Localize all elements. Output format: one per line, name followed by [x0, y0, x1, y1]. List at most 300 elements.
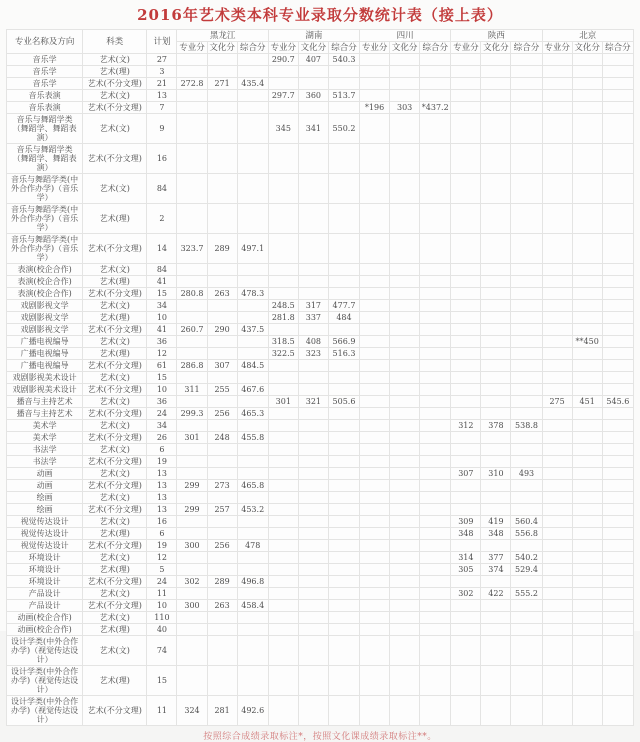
score-cell	[572, 66, 602, 78]
score-table-body	[7, 54, 634, 726]
score-cell	[177, 90, 207, 102]
score-cell	[207, 204, 237, 234]
category-cell: 艺术(不分文理)	[83, 600, 147, 612]
score-cell	[360, 540, 390, 552]
score-cell: 271	[207, 78, 237, 90]
score-cell	[360, 588, 390, 600]
score-cell	[542, 636, 572, 666]
category-cell: 艺术(文)	[83, 552, 147, 564]
score-cell	[390, 468, 420, 480]
province-header: 北京	[542, 30, 633, 42]
score-cell	[602, 576, 633, 588]
score-cell	[420, 174, 451, 204]
score-cell	[602, 468, 633, 480]
category-cell: 艺术(文)	[83, 336, 147, 348]
province-header: 湖南	[268, 30, 359, 42]
plan-cell: 12	[147, 552, 177, 564]
score-cell	[268, 666, 298, 696]
score-cell	[328, 504, 359, 516]
score-cell	[390, 456, 420, 468]
plan-cell: 6	[147, 444, 177, 456]
score-cell	[328, 234, 359, 264]
score-cell	[390, 174, 420, 204]
score-cell	[207, 276, 237, 288]
score-cell: 307	[451, 468, 481, 480]
score-cell	[360, 348, 390, 360]
score-cell: 290.7	[268, 54, 298, 66]
score-cell	[177, 612, 207, 624]
score-cell	[360, 276, 390, 288]
score-cell: 377	[481, 552, 511, 564]
score-cell	[237, 552, 268, 564]
score-type-header: 综合分	[602, 42, 633, 54]
category-cell: 艺术(文)	[83, 516, 147, 528]
score-cell	[268, 420, 298, 432]
score-cell	[237, 456, 268, 468]
plan-cell: 15	[147, 288, 177, 300]
score-cell: 407	[298, 54, 328, 66]
score-cell	[207, 624, 237, 636]
score-cell	[572, 78, 602, 90]
score-cell	[237, 264, 268, 276]
score-cell	[177, 300, 207, 312]
plan-cell: 21	[147, 78, 177, 90]
score-cell	[542, 540, 572, 552]
score-cell	[420, 540, 451, 552]
score-cell	[237, 528, 268, 540]
score-cell	[511, 360, 542, 372]
score-cell	[602, 666, 633, 696]
score-cell	[328, 636, 359, 666]
score-cell: 505.6	[328, 396, 359, 408]
score-cell: 248.5	[268, 300, 298, 312]
score-cell	[542, 600, 572, 612]
score-cell	[268, 552, 298, 564]
plan-cell: 24	[147, 576, 177, 588]
category-cell: 艺术(理)	[83, 528, 147, 540]
category-cell: 艺术(不分文理)	[83, 480, 147, 492]
plan-cell: 16	[147, 516, 177, 528]
score-cell	[298, 444, 328, 456]
score-cell	[237, 300, 268, 312]
score-cell	[390, 600, 420, 612]
score-cell	[298, 468, 328, 480]
score-cell	[602, 78, 633, 90]
score-cell	[481, 144, 511, 174]
major-cell: 音乐学	[7, 66, 83, 78]
score-cell	[268, 564, 298, 576]
table-row	[7, 312, 634, 324]
score-type-header: 综合分	[328, 42, 359, 54]
score-cell	[207, 468, 237, 480]
score-cell	[207, 636, 237, 666]
score-cell	[572, 300, 602, 312]
score-cell: 324	[177, 696, 207, 726]
score-cell	[542, 114, 572, 144]
score-cell: 289	[207, 234, 237, 264]
score-cell	[572, 174, 602, 204]
score-cell	[572, 204, 602, 234]
score-cell	[420, 276, 451, 288]
score-cell	[420, 54, 451, 66]
score-cell: 497.1	[237, 234, 268, 264]
plan-cell: 61	[147, 360, 177, 372]
score-cell	[420, 312, 451, 324]
score-cell: 453.2	[237, 504, 268, 516]
score-cell	[451, 114, 481, 144]
score-cell	[451, 576, 481, 588]
score-cell	[328, 666, 359, 696]
score-cell	[177, 552, 207, 564]
plan-cell: 110	[147, 612, 177, 624]
score-cell	[298, 360, 328, 372]
score-cell: 422	[481, 588, 511, 600]
score-cell	[420, 408, 451, 420]
plan-cell: 84	[147, 174, 177, 204]
category-cell: 艺术(不分文理)	[83, 504, 147, 516]
major-cell: 播音与主持艺术	[7, 408, 83, 420]
category-cell: 艺术(理)	[83, 204, 147, 234]
score-cell	[481, 78, 511, 90]
score-cell: 478	[237, 540, 268, 552]
score-cell: *437.2	[420, 102, 451, 114]
score-cell	[420, 90, 451, 102]
score-cell	[602, 102, 633, 114]
score-cell	[602, 624, 633, 636]
score-cell: 260.7	[177, 324, 207, 336]
score-cell	[268, 480, 298, 492]
score-cell	[360, 144, 390, 174]
score-cell	[328, 432, 359, 444]
score-cell	[390, 78, 420, 90]
plan-cell: 12	[147, 348, 177, 360]
score-cell	[420, 696, 451, 726]
score-cell: 281	[207, 696, 237, 726]
score-cell	[328, 696, 359, 726]
score-cell	[451, 54, 481, 66]
score-cell: 323	[298, 348, 328, 360]
score-cell	[328, 480, 359, 492]
score-cell	[420, 360, 451, 372]
score-cell	[481, 456, 511, 468]
score-cell	[420, 468, 451, 480]
score-cell	[451, 360, 481, 372]
table-row	[7, 612, 634, 624]
score-cell	[420, 552, 451, 564]
score-cell	[511, 336, 542, 348]
score-cell: 545.6	[602, 396, 633, 408]
score-cell	[390, 540, 420, 552]
score-cell	[207, 666, 237, 696]
score-type-header: 文化分	[390, 42, 420, 54]
category-cell: 艺术(文)	[83, 264, 147, 276]
plan-cell: 74	[147, 636, 177, 666]
score-cell	[420, 612, 451, 624]
score-cell	[237, 90, 268, 102]
score-type-header: 文化分	[298, 42, 328, 54]
score-type-header: 文化分	[572, 42, 602, 54]
score-cell	[390, 90, 420, 102]
score-cell	[420, 234, 451, 264]
major-cell: 动画(校企合作)	[7, 624, 83, 636]
score-cell	[572, 540, 602, 552]
score-cell	[298, 666, 328, 696]
score-cell	[451, 408, 481, 420]
province-header: 陕西	[451, 30, 542, 42]
major-cell: 设计学类(中外合作办学)（视觉传达设计）	[7, 636, 83, 666]
score-cell	[360, 480, 390, 492]
score-cell	[390, 420, 420, 432]
score-cell: 280.8	[177, 288, 207, 300]
score-cell	[542, 102, 572, 114]
plan-cell: 19	[147, 456, 177, 468]
table-row	[7, 666, 634, 696]
score-cell	[542, 288, 572, 300]
score-cell	[390, 288, 420, 300]
major-cell: 广播电视编导	[7, 348, 83, 360]
table-row	[7, 204, 634, 234]
score-cell	[268, 588, 298, 600]
score-cell	[481, 234, 511, 264]
score-cell	[451, 492, 481, 504]
major-cell: 戏剧影视文学	[7, 300, 83, 312]
major-cell: 戏剧影视美术设计	[7, 384, 83, 396]
score-cell	[390, 666, 420, 696]
score-cell	[298, 492, 328, 504]
major-cell: 绘画	[7, 504, 83, 516]
score-cell	[542, 144, 572, 174]
plan-cell: 14	[147, 234, 177, 264]
score-cell	[542, 420, 572, 432]
score-cell	[451, 300, 481, 312]
score-cell	[177, 114, 207, 144]
score-cell	[298, 420, 328, 432]
score-cell	[511, 612, 542, 624]
score-cell	[328, 360, 359, 372]
score-cell	[360, 114, 390, 144]
score-cell	[268, 408, 298, 420]
score-cell	[420, 636, 451, 666]
table-row	[7, 288, 634, 300]
score-cell	[177, 444, 207, 456]
score-cell	[207, 348, 237, 360]
score-cell	[207, 552, 237, 564]
plan-cell: 34	[147, 300, 177, 312]
score-cell	[207, 564, 237, 576]
score-cell: 297.7	[268, 90, 298, 102]
province-header: 黑龙江	[177, 30, 268, 42]
score-cell	[602, 174, 633, 204]
score-cell	[511, 276, 542, 288]
score-cell	[237, 144, 268, 174]
score-cell	[268, 372, 298, 384]
score-cell: 556.8	[511, 528, 542, 540]
table-row	[7, 576, 634, 588]
score-cell	[481, 336, 511, 348]
score-cell	[542, 696, 572, 726]
score-cell	[328, 324, 359, 336]
score-cell	[602, 696, 633, 726]
score-cell: 286.8	[177, 360, 207, 372]
score-cell	[511, 66, 542, 78]
score-cell	[207, 174, 237, 204]
score-cell	[542, 588, 572, 600]
score-cell	[542, 300, 572, 312]
score-cell	[451, 324, 481, 336]
score-cell	[268, 144, 298, 174]
score-cell	[572, 696, 602, 726]
score-cell	[572, 636, 602, 666]
score-cell	[511, 324, 542, 336]
col-header-major: 专业名称及方向	[7, 30, 83, 54]
score-cell	[360, 408, 390, 420]
score-cell: 345	[268, 114, 298, 144]
score-cell	[602, 504, 633, 516]
score-cell	[451, 264, 481, 276]
score-cell	[207, 420, 237, 432]
score-cell	[451, 66, 481, 78]
table-row	[7, 492, 634, 504]
score-cell	[420, 600, 451, 612]
plan-cell: 11	[147, 696, 177, 726]
score-cell	[602, 588, 633, 600]
score-cell	[602, 324, 633, 336]
score-cell	[328, 468, 359, 480]
score-cell	[328, 516, 359, 528]
score-cell	[360, 312, 390, 324]
score-cell: 435.4	[237, 78, 268, 90]
score-cell	[237, 276, 268, 288]
score-cell	[481, 288, 511, 300]
score-cell	[268, 696, 298, 726]
category-cell: 艺术(不分文理)	[83, 576, 147, 588]
score-cell: 311	[177, 384, 207, 396]
score-cell: 374	[481, 564, 511, 576]
major-cell: 戏剧影视文学	[7, 312, 83, 324]
major-cell: 环境设计	[7, 552, 83, 564]
score-cell	[390, 516, 420, 528]
category-cell: 艺术(不分文理)	[83, 102, 147, 114]
score-cell	[572, 504, 602, 516]
score-cell	[602, 336, 633, 348]
score-cell: 378	[481, 420, 511, 432]
score-cell: 484.5	[237, 360, 268, 372]
score-cell	[602, 480, 633, 492]
score-cell	[237, 372, 268, 384]
score-cell	[390, 408, 420, 420]
score-cell	[360, 384, 390, 396]
score-cell	[390, 204, 420, 234]
score-cell	[360, 432, 390, 444]
score-cell	[451, 90, 481, 102]
score-cell	[451, 480, 481, 492]
category-cell: 艺术(不分文理)	[83, 144, 147, 174]
score-cell: 301	[177, 432, 207, 444]
score-cell	[511, 384, 542, 396]
score-cell	[542, 336, 572, 348]
score-cell	[481, 114, 511, 144]
score-cell	[420, 78, 451, 90]
score-cell	[207, 90, 237, 102]
score-cell	[602, 408, 633, 420]
score-cell	[511, 348, 542, 360]
score-cell	[542, 516, 572, 528]
score-cell	[420, 396, 451, 408]
score-cell	[207, 300, 237, 312]
score-cell	[451, 102, 481, 114]
score-cell	[572, 372, 602, 384]
score-cell	[237, 468, 268, 480]
score-cell	[602, 600, 633, 612]
score-cell	[572, 276, 602, 288]
score-cell	[298, 102, 328, 114]
score-cell	[602, 612, 633, 624]
score-cell	[237, 204, 268, 234]
score-cell	[390, 336, 420, 348]
score-cell	[177, 144, 207, 174]
score-cell: 437.5	[237, 324, 268, 336]
score-type-header: 专业分	[360, 42, 390, 54]
score-cell	[328, 102, 359, 114]
category-cell: 艺术(文)	[83, 420, 147, 432]
plan-cell: 11	[147, 588, 177, 600]
score-cell	[237, 348, 268, 360]
score-cell	[511, 174, 542, 204]
score-cell	[360, 420, 390, 432]
score-cell	[481, 666, 511, 696]
score-cell	[481, 54, 511, 66]
major-cell: 音乐表演	[7, 102, 83, 114]
category-cell: 艺术(理)	[83, 66, 147, 78]
score-cell	[511, 600, 542, 612]
score-cell	[390, 276, 420, 288]
score-cell	[511, 102, 542, 114]
score-cell	[360, 612, 390, 624]
score-cell	[451, 234, 481, 264]
score-cell	[328, 78, 359, 90]
plan-cell: 40	[147, 624, 177, 636]
score-cell	[237, 54, 268, 66]
plan-cell: 41	[147, 324, 177, 336]
score-cell	[360, 78, 390, 90]
score-cell	[542, 528, 572, 540]
score-cell	[328, 372, 359, 384]
score-cell	[390, 264, 420, 276]
score-cell	[298, 408, 328, 420]
score-cell	[360, 600, 390, 612]
score-cell	[572, 480, 602, 492]
category-cell: 艺术(不分文理)	[83, 540, 147, 552]
score-cell: 458.4	[237, 600, 268, 612]
score-cell	[420, 588, 451, 600]
score-cell	[481, 384, 511, 396]
major-cell: 音乐学	[7, 78, 83, 90]
table-row	[7, 144, 634, 174]
category-cell: 艺术(文)	[83, 114, 147, 144]
score-cell	[602, 90, 633, 102]
score-cell	[451, 624, 481, 636]
score-cell	[390, 324, 420, 336]
score-cell	[360, 66, 390, 78]
score-cell	[177, 468, 207, 480]
score-cell	[572, 516, 602, 528]
score-cell	[390, 396, 420, 408]
score-cell	[602, 348, 633, 360]
score-cell	[298, 564, 328, 576]
score-cell	[511, 624, 542, 636]
table-row	[7, 300, 634, 312]
score-cell	[298, 576, 328, 588]
